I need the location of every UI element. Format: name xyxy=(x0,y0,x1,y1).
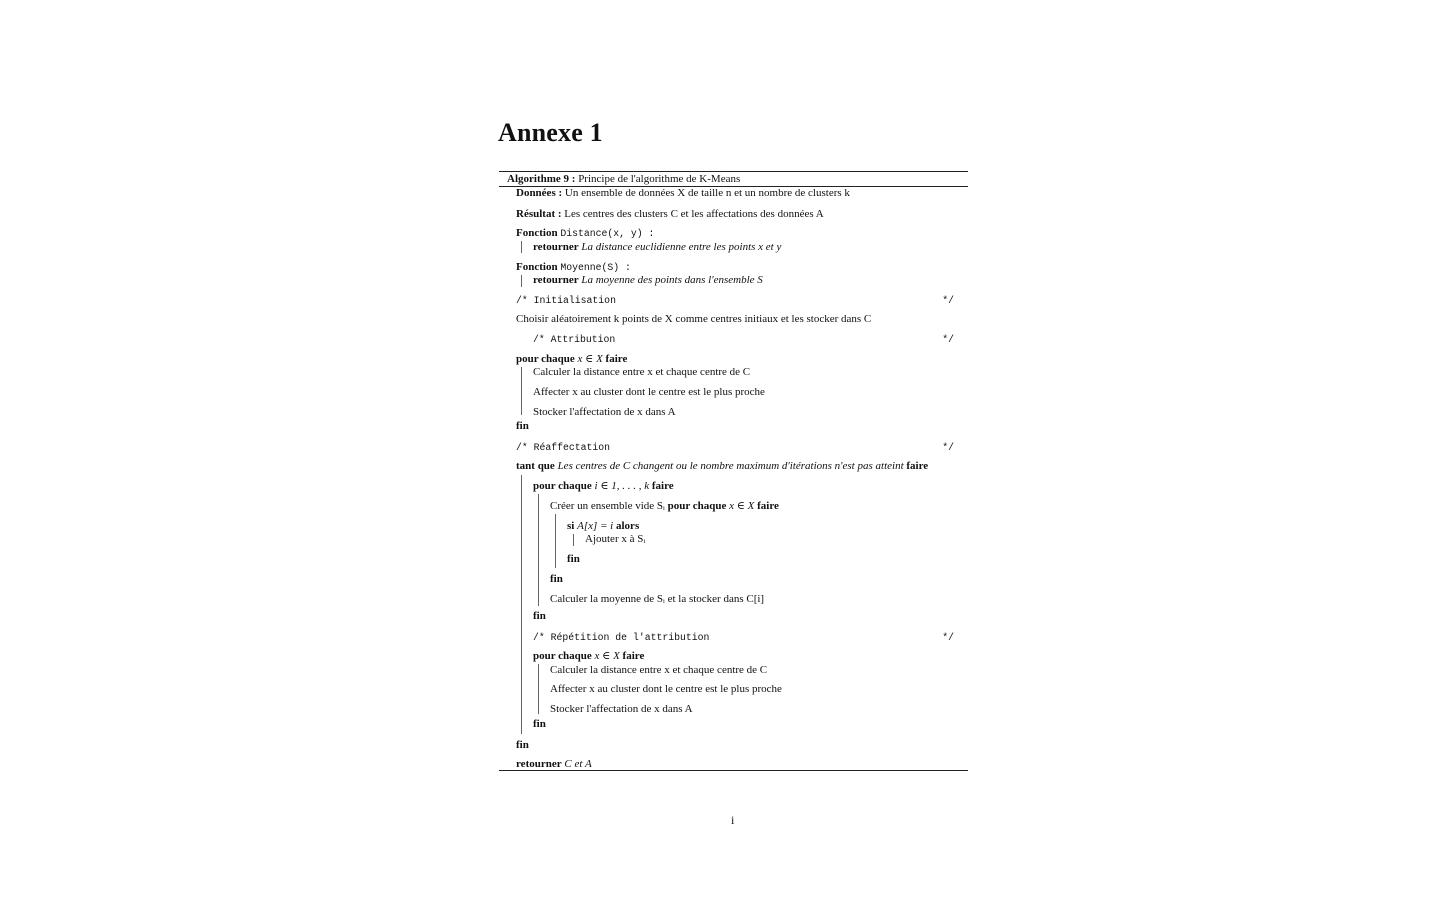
foreach-keyword: pour chaque xyxy=(533,650,592,662)
end-keyword: fin xyxy=(567,553,580,565)
do-keyword: faire xyxy=(651,480,674,492)
if-scope-rule xyxy=(573,534,574,546)
create-loop-end xyxy=(550,573,563,586)
return-keyword: retourner xyxy=(533,241,579,253)
end-keyword: fin xyxy=(533,718,546,730)
loop-2-step-2: Affecter x au cluster dont le centre est le plus proche xyxy=(550,683,782,695)
if-condition: A[x] = i xyxy=(577,520,614,532)
return-keyword: retourner xyxy=(533,274,579,286)
comment-end-marker: */ xyxy=(942,295,954,306)
foreach-i-scope-rule xyxy=(538,494,539,606)
foreach-i-end xyxy=(533,610,546,623)
end-keyword: fin xyxy=(550,573,563,585)
do-keyword: faire xyxy=(906,460,929,472)
while-loop-header xyxy=(516,460,928,473)
mean-step: Calculer la moyenne de Sᵢ et la stocker dans C[i] xyxy=(550,593,765,605)
algorithm-caption xyxy=(507,173,740,186)
create-set-line xyxy=(550,500,779,513)
create-set-text: Créer un ensemble vide Sᵢ xyxy=(550,500,665,512)
foreach-keyword: pour chaque xyxy=(533,480,592,492)
end-keyword: fin xyxy=(516,739,529,751)
loop-2-step-3: Stocker l'affectation de x dans A xyxy=(550,703,693,715)
foreach-loop-2-condition: x ∈ X xyxy=(594,650,620,662)
foreach-i-condition: i ∈ 1, . . . , k xyxy=(594,480,650,492)
foreach-loop-1-header xyxy=(516,353,627,366)
comment-repetition: /* Répétition de l'attribution xyxy=(533,632,710,643)
do-keyword: faire xyxy=(605,353,628,365)
then-keyword: alors xyxy=(616,520,640,532)
loop-1-step-3: Stocker l'affectation de x dans A xyxy=(533,406,676,418)
comment-end-marker: */ xyxy=(942,632,954,643)
loop-1-step-1: Calculer la distance entre x et chaque centre de C xyxy=(533,366,751,378)
function-distance-return xyxy=(533,241,781,254)
end-keyword: fin xyxy=(533,610,546,622)
init-step: Choisir aléatoirement k points de X comme centres initiaux et les stocker dans C xyxy=(516,313,872,325)
loop-1-end xyxy=(516,420,529,433)
while-keyword: tant que xyxy=(516,460,555,472)
function-distance-return-text: La distance euclidienne entre les points x et y xyxy=(581,241,782,253)
function-moyenne-signature: Moyenne(S) : xyxy=(560,262,631,273)
output-text: Les centres des clusters C et les affectations des données A xyxy=(564,208,824,220)
create-loop-condition: x ∈ X xyxy=(729,500,755,512)
return-keyword: retourner xyxy=(516,758,562,770)
if-keyword: si xyxy=(567,520,575,532)
comment-initialisation: /* Initialisation xyxy=(516,295,616,306)
page-number: i xyxy=(731,813,735,827)
caption-text: Principe de l'algorithme de K-Means xyxy=(578,173,741,185)
annex-heading: Annexe 1 xyxy=(498,118,603,147)
if-header xyxy=(567,520,639,533)
while-loop-scope-rule xyxy=(521,475,522,734)
function-moyenne-return-text: La moyenne des points dans l'ensemble S xyxy=(581,274,763,286)
end-keyword: fin xyxy=(516,420,529,432)
do-keyword: faire xyxy=(757,500,779,512)
function-moyenne-header xyxy=(516,261,631,274)
foreach-keyword: pour chaque xyxy=(667,500,727,512)
foreach-loop-2-scope-rule xyxy=(538,664,539,714)
loop-1-step-2: Affecter x au cluster dont le centre est le plus proche xyxy=(533,386,765,398)
function-distance-signature: Distance(x, y) : xyxy=(560,228,655,239)
function-keyword: Fonction xyxy=(516,261,558,273)
foreach-i-header xyxy=(533,480,674,493)
final-return-value: C et A xyxy=(564,758,592,770)
while-condition: Les centres de C changent ou le nombre maximum d'itérations n'est pas atteint xyxy=(557,460,904,472)
function-moyenne-scope-rule xyxy=(521,275,522,287)
while-loop-end xyxy=(516,739,529,752)
foreach-loop-2-end xyxy=(533,718,546,731)
foreach-loop-2-header xyxy=(533,650,644,663)
create-loop-scope-rule xyxy=(555,514,556,568)
foreach-keyword: pour chaque xyxy=(516,353,575,365)
foreach-loop-1-condition: x ∈ X xyxy=(577,353,603,365)
comment-end-marker: */ xyxy=(942,442,954,453)
output-keyword: Résultat : xyxy=(516,208,562,220)
function-moyenne-return xyxy=(533,274,763,287)
caption-label: Algorithme 9 : xyxy=(507,173,576,185)
final-return xyxy=(516,758,592,771)
add-to-set-step: Ajouter x à Sᵢ xyxy=(585,533,646,545)
input-keyword: Données : xyxy=(516,187,563,199)
function-distance-header xyxy=(516,227,654,240)
output-line xyxy=(516,208,824,221)
comment-attribution: /* Attribution xyxy=(533,334,616,345)
comment-reaffectation: /* Réaffectation xyxy=(516,442,611,453)
input-line xyxy=(516,187,850,200)
function-keyword: Fonction xyxy=(516,227,558,239)
algorithm-block xyxy=(499,171,968,771)
if-end xyxy=(567,553,580,566)
input-text: Un ensemble de données X de taille n et un nombre de clusters k xyxy=(564,187,850,199)
do-keyword: faire xyxy=(622,650,645,662)
function-distance-scope-rule xyxy=(521,241,522,253)
loop-2-step-1: Calculer la distance entre x et chaque centre de C xyxy=(550,664,768,676)
foreach-loop-1-scope-rule xyxy=(521,367,522,415)
comment-end-marker: */ xyxy=(942,334,954,345)
